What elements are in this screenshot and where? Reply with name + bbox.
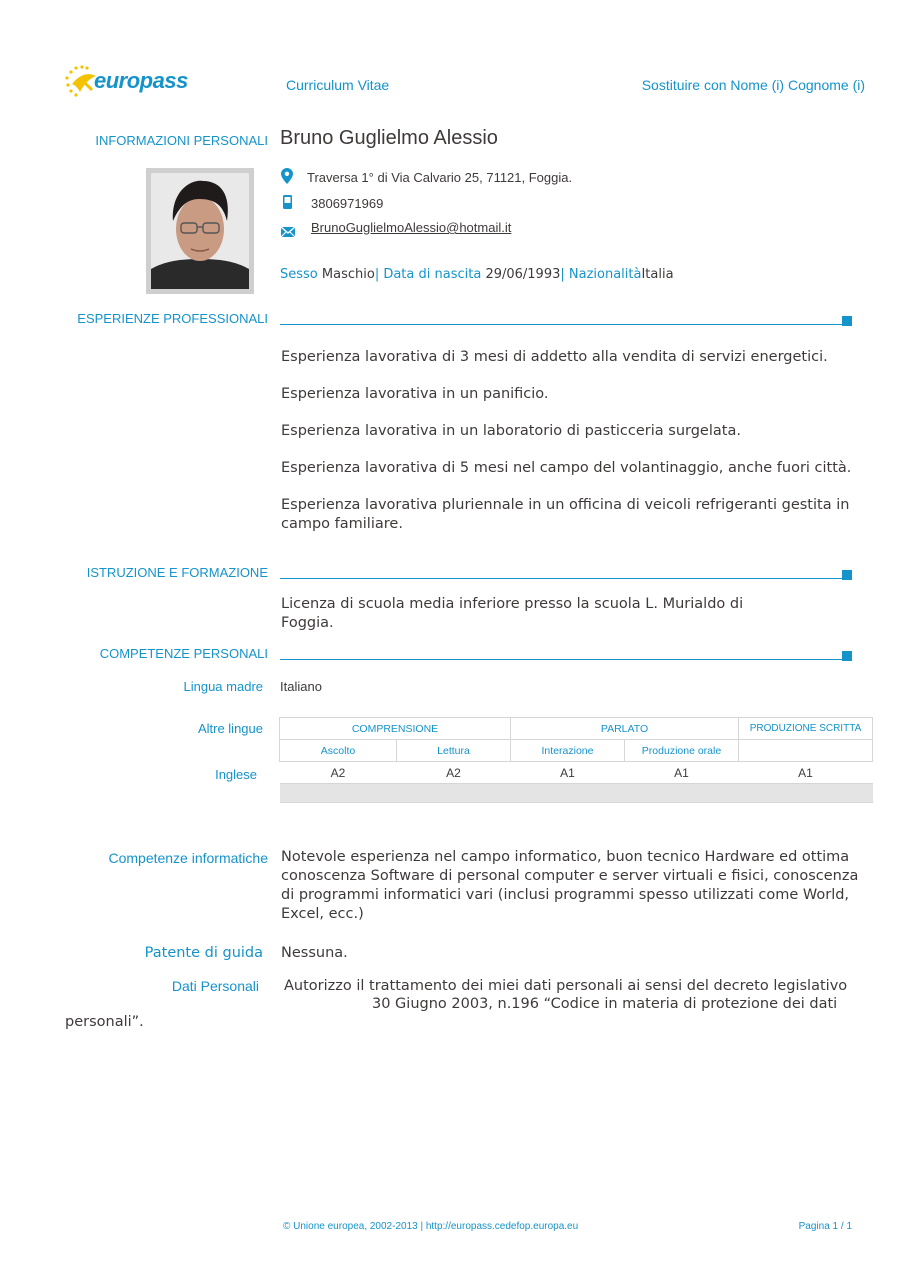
level-oral-production: A1 xyxy=(625,762,739,784)
section-education: ISTRUZIONE E FORMAZIONE xyxy=(86,565,268,580)
nationality-value: Italia xyxy=(641,267,674,282)
reading-header: Lettura xyxy=(397,740,511,762)
personal-data-line1: Autorizzo il trattamento dei miei dati personali ai sensi del decreto legislativo xyxy=(284,978,848,994)
speaking-header: PARLATO xyxy=(511,718,739,740)
section-divider-square xyxy=(842,316,852,326)
section-divider-square xyxy=(842,570,852,580)
education-text: Licenza di scuola media inferiore presso la scuola L. Murialdo di Foggia. xyxy=(281,596,744,631)
mother-tongue-label: Lingua madre xyxy=(183,679,263,694)
oral-production-header: Produzione orale xyxy=(625,740,739,762)
language-table xyxy=(279,717,873,803)
section-divider-square xyxy=(842,651,852,661)
person-photo-icon xyxy=(151,173,249,289)
driving-license-value: Nessuna. xyxy=(281,945,348,961)
level-reading: A2 xyxy=(397,762,511,784)
phone-number: 3806971969 xyxy=(311,196,384,211)
sex-value: Maschio xyxy=(321,267,375,282)
personal-data-label: Dati Personali xyxy=(171,978,259,994)
mother-tongue-value: Italiano xyxy=(280,679,322,694)
level-writing: A1 xyxy=(739,762,873,784)
section-divider xyxy=(280,578,842,579)
experience-item: Esperienza lavorativa di 5 mesi nel campo del volantinaggio, anche fuori città. xyxy=(281,460,852,476)
computer-skills-text: Notevole esperienza nel campo informatico, buon tecnico Hardware ed ottima conoscenza Software di personal computer e server virtuali e fisici, conoscenza di programmi informatici vari (inclusi programmi spesso utilizzati come World, Excel, ecc.) xyxy=(281,849,859,922)
listening-header: Ascolto xyxy=(280,740,397,762)
writing-subheader xyxy=(739,740,873,762)
cv-title: Curriculum Vitae xyxy=(286,77,390,93)
logo-text: europass xyxy=(94,68,188,93)
writing-header: PRODUZIONE SCRITTA xyxy=(739,718,873,740)
section-experience: ESPERIENZE PROFESSIONALI xyxy=(77,311,268,326)
personal-data-line2: 30 Giugno 2003, n.196 “Codice in materia di protezione dei dati xyxy=(372,996,838,1012)
section-divider xyxy=(280,659,842,660)
name-placeholder: Sostituire con Nome (i) Cognome (i) xyxy=(641,77,865,93)
birth-value: 29/06/1993 xyxy=(485,267,561,282)
experience-item: Esperienza lavorativa in un panificio. xyxy=(281,386,549,402)
level-listening: A2 xyxy=(280,762,397,784)
birth-label: | Data di nascita xyxy=(374,267,482,282)
experience-item: Esperienza lavorativa pluriennale in un officina di veicoli refrigeranti gestita in campo familiare. xyxy=(281,497,850,532)
europass-logo xyxy=(62,62,187,102)
nationality-label: | Nazionalità xyxy=(560,267,642,282)
language-name: Inglese xyxy=(215,767,257,782)
interaction-header: Interazione xyxy=(511,740,625,762)
address: Traversa 1° di Via Calvario 25, 71121, Foggia. xyxy=(307,170,573,185)
personal-data-line3: personali”. xyxy=(65,1014,144,1030)
experience-item: Esperienza lavorativa in un laboratorio di pasticceria surgelata. xyxy=(281,423,741,439)
comprehension-header: COMPRENSIONE xyxy=(280,718,511,740)
profile-photo xyxy=(146,168,254,294)
experience-item: Esperienza lavorativa di 3 mesi di addetto alla vendita di servizi energetici. xyxy=(281,349,828,365)
section-personal-info: INFORMAZIONI PERSONALI xyxy=(95,133,268,148)
full-name: Bruno Guglielmo Alessio xyxy=(280,127,498,149)
email-link[interactable]: BrunoGuglielmoAlessio@hotmail.it xyxy=(311,220,512,235)
personal-details-line xyxy=(280,267,674,282)
section-personal-skills: COMPETENZE PERSONALI xyxy=(99,646,268,661)
level-interaction: A1 xyxy=(511,762,625,784)
location-icon xyxy=(281,168,293,189)
computer-skills-label: Competenze informatiche xyxy=(108,850,268,866)
email-icon xyxy=(281,224,295,242)
footer-copyright: © Unione europea, 2002-2013 | http://europass.cedefop.europa.eu xyxy=(283,1221,579,1232)
phone-icon xyxy=(283,195,292,214)
section-divider xyxy=(280,324,842,325)
language-certificate-row xyxy=(280,784,873,803)
sex-label: Sesso xyxy=(280,267,318,282)
footer-page-number: Pagina 1 / 1 xyxy=(798,1221,852,1232)
other-languages-label: Altre lingue xyxy=(197,721,263,736)
driving-license-label: Patente di guida xyxy=(144,945,263,961)
